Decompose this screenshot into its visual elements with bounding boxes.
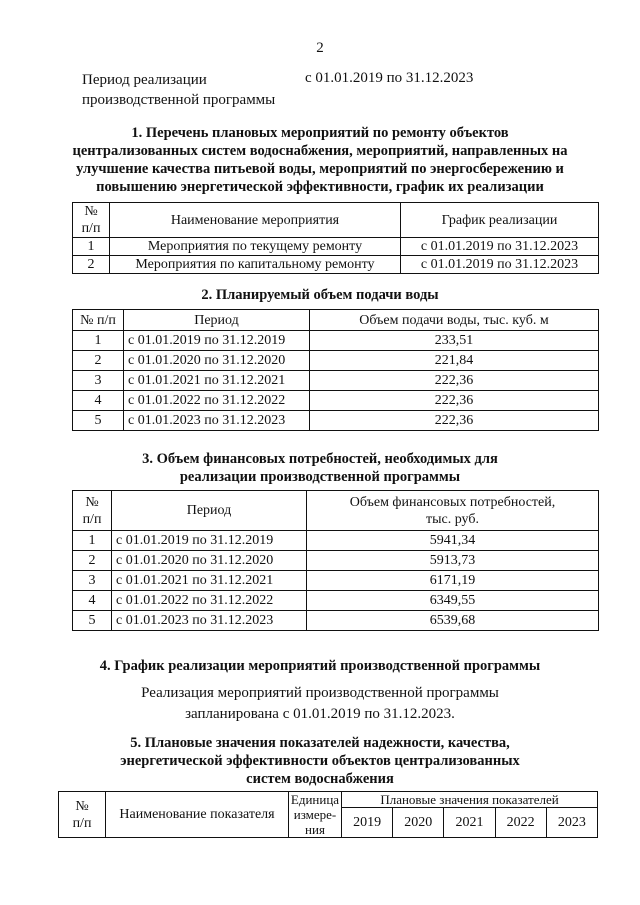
header-num-line2: п/п — [72, 815, 92, 831]
table-row — [73, 331, 599, 351]
table-header-row — [73, 491, 599, 531]
header-num-line1: № — [75, 798, 89, 814]
header-finance — [307, 491, 599, 531]
cell-num: 2 — [73, 351, 124, 371]
header-year: 2019 — [342, 808, 393, 838]
cell-schedule: с 01.01.2019 по 31.12.2023 — [401, 256, 599, 274]
table-header-row — [59, 792, 598, 808]
cell-num: 4 — [73, 391, 124, 411]
cell-num: 1 — [73, 531, 112, 551]
header-year: 2022 — [495, 808, 546, 838]
header-indicator-name: Наименование показателя — [106, 792, 289, 838]
cell-value: 222,36 — [310, 391, 599, 411]
section1-title-line: повышению энергетической эффективности, график их реализации — [96, 179, 544, 195]
header-volume: Объем подачи воды, тыс. куб. м — [310, 310, 599, 331]
cell-period: с 01.01.2023 по 31.12.2023 — [124, 411, 310, 431]
section1-title-line: 1. Перечень плановых мероприятий по ремонту объектов — [131, 125, 509, 141]
table-row — [73, 391, 599, 411]
cell-period: с 01.01.2021 по 31.12.2021 — [124, 371, 310, 391]
cell-period: с 01.01.2020 по 31.12.2020 — [112, 551, 307, 571]
section4-text-line2: запланирована с 01.01.2019 по 31.12.2023. — [185, 706, 455, 722]
section1-title-line: централизованных систем водоснабжения, мероприятий, направленных на — [72, 143, 568, 159]
cell-value: 6349,55 — [307, 591, 599, 611]
table-row — [73, 571, 599, 591]
header-num — [73, 491, 112, 531]
section1-table — [72, 202, 599, 274]
header-unit-line1: Единица — [290, 792, 340, 807]
cell-value: 222,36 — [310, 371, 599, 391]
cell-value: 233,51 — [310, 331, 599, 351]
section3-title-line: 3. Объем финансовых потребностей, необходимых для — [142, 451, 498, 467]
header-period: Период — [124, 310, 310, 331]
period-label-line1: Период реализации — [82, 72, 207, 88]
section4-title: 4. График реализации мероприятий производственной программы — [99, 658, 541, 674]
cell-num: 1 — [73, 331, 124, 351]
cell-period: с 01.01.2019 по 31.12.2019 — [124, 331, 310, 351]
cell-period: с 01.01.2023 по 31.12.2023 — [112, 611, 307, 631]
table-row — [73, 371, 599, 391]
cell-num: 2 — [73, 256, 110, 274]
cell-num: 2 — [73, 551, 112, 571]
cell-period: с 01.01.2020 по 31.12.2020 — [124, 351, 310, 371]
cell-value: 5913,73 — [307, 551, 599, 571]
table-row — [73, 531, 599, 551]
header-schedule: График реализации — [401, 203, 599, 238]
cell-num: 3 — [73, 571, 112, 591]
header-planned-values: Плановые значения показателей — [342, 792, 598, 808]
cell-num: 4 — [73, 591, 112, 611]
table-row — [73, 611, 599, 631]
cell-period: с 01.01.2022 по 31.12.2022 — [124, 391, 310, 411]
table-row — [73, 238, 599, 256]
period-label — [82, 70, 275, 110]
header-finance-line1: Объем финансовых потребностей, — [349, 494, 556, 510]
section5-title-line: систем водоснабжения — [246, 771, 394, 787]
period-label-line2: производственной программы — [82, 92, 276, 108]
cell-period: с 01.01.2022 по 31.12.2022 — [112, 591, 307, 611]
section4-text — [0, 683, 640, 725]
table-row — [73, 351, 599, 371]
page-number: 2 — [316, 40, 324, 56]
cell-value: 5941,34 — [307, 531, 599, 551]
table-row — [73, 551, 599, 571]
cell-name: Мероприятия по текущему ремонту — [110, 238, 401, 256]
header-finance-line2: тыс. руб. — [426, 511, 479, 527]
header-num-line1: № — [84, 204, 98, 219]
table-row — [73, 591, 599, 611]
cell-schedule: с 01.01.2019 по 31.12.2023 — [401, 238, 599, 256]
section5-table — [58, 791, 598, 838]
section1-title-line: улучшение качества питьевой воды, мероприятий по энергосбережению и — [76, 161, 564, 177]
section1-title — [40, 124, 600, 196]
header-year: 2021 — [444, 808, 495, 838]
header-unit — [289, 792, 342, 838]
section5-title-line: энергетической эффективности объектов централизованных — [120, 753, 520, 769]
cell-value: 6171,19 — [307, 571, 599, 591]
cell-value: 222,36 — [310, 411, 599, 431]
cell-value: 221,84 — [310, 351, 599, 371]
section5-title — [40, 734, 600, 788]
section3-table — [72, 490, 599, 631]
section3-title — [40, 450, 600, 486]
cell-name: Мероприятия по капитальному ремонту — [110, 256, 401, 274]
header-num-line2: п/п — [81, 221, 101, 236]
header-period: Период — [112, 491, 307, 531]
table-row — [73, 411, 599, 431]
section4-text-line1: Реализация мероприятий производственной программы — [141, 685, 499, 701]
table-header-row — [73, 310, 599, 331]
section2-table — [72, 309, 599, 431]
header-unit-line2: измере- — [293, 807, 337, 822]
header-year: 2023 — [546, 808, 597, 838]
header-num — [73, 203, 110, 238]
cell-period: с 01.01.2021 по 31.12.2021 — [112, 571, 307, 591]
header-name: Наименование мероприятия — [110, 203, 401, 238]
cell-period: с 01.01.2019 по 31.12.2019 — [112, 531, 307, 551]
header-year: 2020 — [393, 808, 444, 838]
period-value: с 01.01.2019 по 31.12.2023 — [305, 70, 474, 86]
table-row — [73, 256, 599, 274]
cell-num: 1 — [73, 238, 110, 256]
cell-num: 5 — [73, 411, 124, 431]
table-header-row — [73, 203, 599, 238]
header-num — [59, 792, 106, 838]
cell-num: 3 — [73, 371, 124, 391]
header-num-line2: п/п — [82, 511, 102, 527]
header-unit-line3: ния — [305, 822, 325, 837]
cell-num: 5 — [73, 611, 112, 631]
section2-title: 2. Планируемый объем подачи воды — [201, 287, 439, 303]
header-num-line1: № — [85, 494, 99, 510]
section3-title-line: реализации производственной программы — [179, 469, 461, 485]
section5-title-line: 5. Плановые значения показателей надежности, качества, — [130, 735, 510, 751]
header-num: № п/п — [73, 310, 124, 331]
cell-value: 6539,68 — [307, 611, 599, 631]
